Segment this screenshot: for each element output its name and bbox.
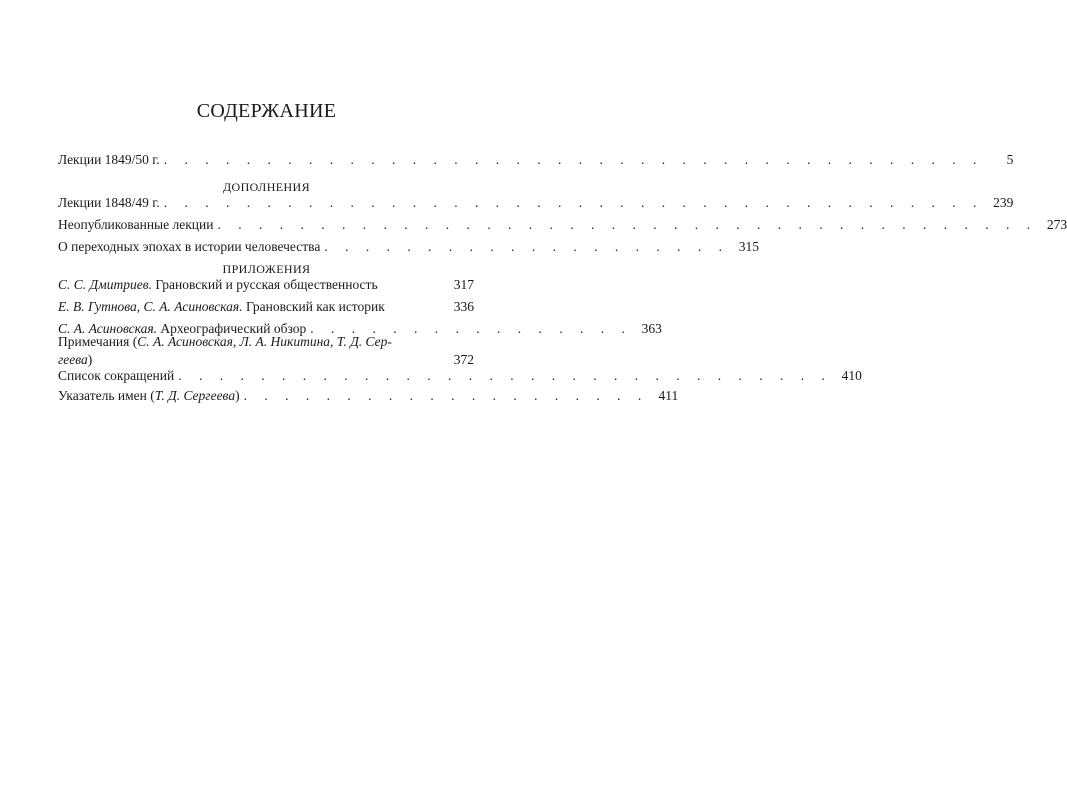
section-heading-appendices: ПРИЛОЖЕНИЯ: [222, 262, 311, 276]
leader-dots: . . . . . . . . . . . . . . . . . . . . . . . . . . . . . . . .: [178, 368, 832, 383]
toc-entry-author: С. А. Асиновская, Л. А. Никитина, Т. Д. Сер-: [137, 334, 392, 349]
toc-entry-name-index: [58, 386, 679, 405]
toc-entry-title: Грановский и русская общественность: [155, 277, 378, 292]
toc-entry-page: 317: [453, 277, 474, 292]
toc-entry-page: 372: [453, 352, 474, 367]
leader-dots: . . . . . . . . . . . . . . . . . . . .: [324, 239, 729, 254]
toc-entry-page: 363: [641, 321, 662, 336]
toc-entry-lectures-1848-49: [58, 193, 1014, 212]
page-title: СОДЕРЖАНИЕ: [196, 100, 337, 122]
toc-entry-line: [58, 333, 474, 351]
leader-dots: . . . . . . . . . . . . . . . . . . . . . . . . . . . . . . . . . . . . . . . .: [163, 195, 984, 210]
toc-entry-label: [58, 275, 450, 294]
toc-entry-author: С. С. Дмитриев.: [58, 277, 152, 292]
toc-entry-title: Археографический обзор: [160, 321, 307, 336]
section-heading-additions: ДОПОЛНЕНИЯ: [222, 180, 311, 194]
toc-entry-author: С. А. Асиновская.: [58, 321, 158, 336]
toc-entry-close-paren: ): [87, 352, 93, 367]
toc-entry-label: Неопубликованные лекции: [58, 217, 214, 232]
toc-entry-label: [58, 297, 450, 316]
toc-entry-label: Лекции 1848/49 г.: [58, 195, 160, 210]
toc-entry-unpublished-lectures: [58, 215, 1067, 234]
toc-entry-title: Примечания (: [58, 334, 138, 349]
toc-entry-title: Грановский как историк: [245, 299, 385, 314]
toc-entry-label: [58, 386, 240, 405]
toc-entry-page: 410: [841, 368, 862, 383]
toc-entry-page: 273: [1046, 217, 1067, 232]
toc-entry-abbreviations: [58, 366, 862, 385]
toc-entry-label: О переходных эпохах в истории человечества: [58, 239, 321, 254]
toc-entry-page: 239: [993, 195, 1014, 210]
toc-entry-page: 411: [658, 388, 679, 403]
toc-entry-notes: [58, 333, 474, 369]
leader-dots: . . . . . . . . . . . . . . . . . . . . . . . . . . . . . . . . . . . . . . . .: [217, 217, 1038, 232]
toc-entry-transitional-epochs: [58, 237, 759, 256]
toc-entry-close-paren: ): [235, 388, 240, 403]
toc-entry-gutnova-asinovskaya: [58, 297, 474, 316]
toc-entry-page: 5: [1006, 152, 1014, 167]
toc-entry-lectures-1849-50: [58, 150, 1014, 169]
toc-entry-label: Список сокращений: [58, 368, 175, 383]
leader-dots: . . . . . . . . . . . . . . . .: [310, 321, 632, 336]
toc-entry-title: Указатель имен (: [58, 388, 155, 403]
toc-entry-label: Лекции 1849/50 г.: [58, 152, 160, 167]
toc-entry-author: Е. В. Гутнова, С. А. Асиновская.: [58, 299, 243, 314]
toc-entry-dmitriev: [58, 275, 474, 294]
toc-entry-author: геева: [58, 352, 88, 367]
toc-entry-author: Т. Д. Сергеева: [154, 388, 236, 403]
toc-entry-page: 315: [738, 239, 759, 254]
leader-dots: . . . . . . . . . . . . . . . . . . . . . . . . . . . . . . . . . . . . . . . .: [163, 152, 984, 167]
toc-entry-page: 336: [453, 299, 474, 314]
leader-dots: . . . . . . . . . . . . . . . . . . . .: [243, 388, 649, 403]
